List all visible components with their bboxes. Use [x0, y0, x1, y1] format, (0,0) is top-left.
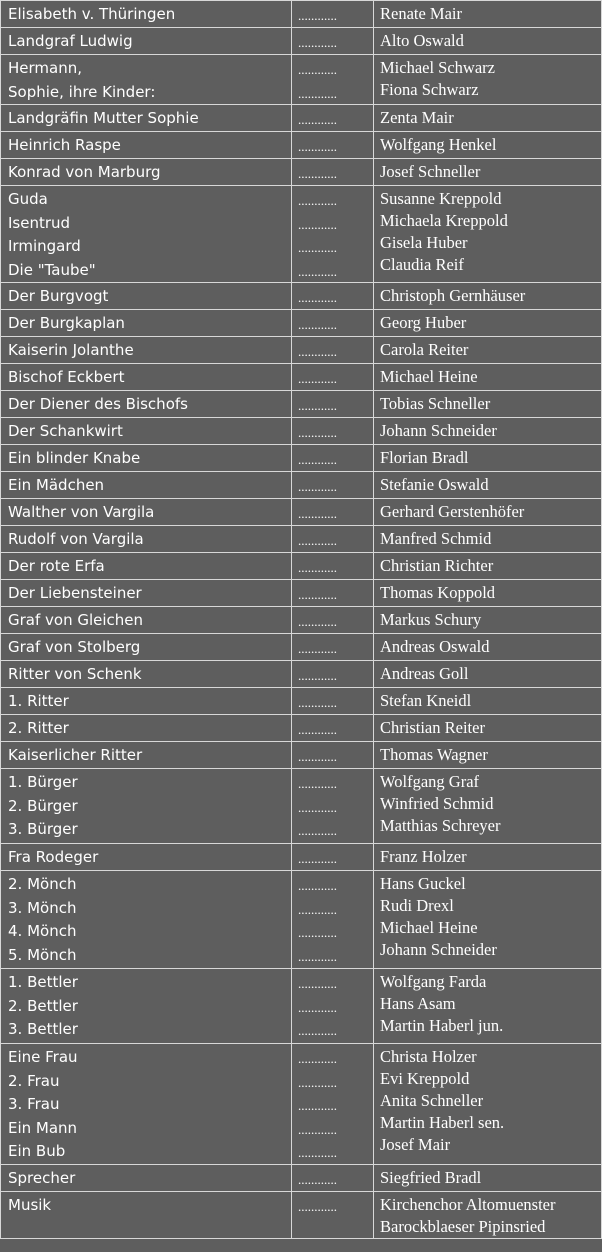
role-name: Walther von Vargila	[8, 503, 155, 521]
role-name: Ein Bub	[8, 1142, 66, 1160]
cast-row	[1, 871, 602, 969]
role-cell	[1, 1165, 292, 1192]
dot-leader: ............	[298, 948, 337, 964]
role-name: 3. Mönch	[8, 898, 77, 917]
actor-cell	[374, 580, 602, 607]
role-name: 2. Mönch	[8, 875, 77, 893]
role-name: Bischof Eckbert	[8, 368, 125, 386]
dot-leader: ............	[298, 722, 337, 737]
actor-name: Josef Mair	[380, 1135, 451, 1154]
role-name: 5. Mönch	[8, 945, 77, 964]
dots-cell	[292, 337, 374, 364]
actor-name: Wolfgang Henkel	[380, 135, 497, 154]
role-name: Fra Rodeger	[8, 848, 99, 866]
dots-cell	[292, 159, 374, 186]
dot-leader: ............	[298, 878, 337, 893]
role-name: Die "Taube"	[8, 260, 96, 279]
cast-row	[1, 1192, 602, 1239]
dot-leader: ............	[298, 1023, 337, 1038]
actor-cell	[374, 499, 602, 526]
dots-cell	[292, 1165, 374, 1192]
dot-leader: ............	[298, 240, 337, 255]
role-name: 1. Ritter	[8, 692, 69, 710]
dot-leader: ............	[298, 290, 337, 305]
actor-cell	[374, 742, 602, 769]
dots-cell	[292, 769, 374, 844]
dots-cell	[292, 607, 374, 634]
dot-leader: ............	[298, 344, 337, 359]
cast-row	[1, 55, 602, 105]
role-cell	[1, 337, 292, 364]
role-name: Der rote Erfa	[8, 557, 105, 575]
dots-cell	[292, 499, 374, 526]
cast-row	[1, 607, 602, 634]
dots-cell	[292, 715, 374, 742]
actor-cell	[374, 159, 602, 186]
actor-cell	[374, 715, 602, 742]
cast-table-body	[1, 1, 602, 1239]
actor-name: Wolfgang Graf	[380, 772, 480, 791]
role-cell	[1, 969, 292, 1044]
actor-name: Claudia Reif	[380, 255, 464, 274]
role-cell	[1, 742, 292, 769]
role-name: 3. Frau	[8, 1095, 60, 1113]
cast-row	[1, 445, 602, 472]
role-name: Eine Frau	[8, 1048, 78, 1066]
role-cell	[1, 159, 292, 186]
actor-cell	[374, 1044, 602, 1165]
actor-name: Manfred Schmid	[380, 529, 492, 548]
actor-name: Winfried Schmid	[380, 794, 494, 813]
role-cell	[1, 105, 292, 132]
role-name: Der Burgvogt	[8, 287, 109, 305]
actor-cell	[374, 769, 602, 844]
cast-row	[1, 283, 602, 310]
role-name: Der Schankwirt	[8, 422, 123, 440]
dots-cell	[292, 1, 374, 28]
actor-name: Christian Reiter	[380, 718, 485, 737]
role-name: Elisabeth v. Thüringen	[8, 5, 176, 23]
actor-name: Michael Heine	[380, 367, 478, 386]
actor-name: Andreas Goll	[380, 664, 469, 683]
role-cell	[1, 418, 292, 445]
dots-cell	[292, 634, 374, 661]
role-cell	[1, 1044, 292, 1165]
dot-leader: ............	[298, 641, 337, 656]
cast-row	[1, 132, 602, 159]
actor-name: Kirchenchor Altomuenster	[380, 1195, 556, 1214]
actor-name: Franz Holzer	[380, 847, 467, 866]
actor-name: Gerhard Gerstenhöfer	[380, 502, 525, 521]
actor-name: Christa Holzer	[380, 1047, 477, 1066]
actor-cell	[374, 553, 602, 580]
cast-row	[1, 28, 602, 55]
dots-cell	[292, 688, 374, 715]
cast-row	[1, 742, 602, 769]
dots-cell	[292, 418, 374, 445]
role-name: 1. Bettler	[8, 973, 78, 991]
role-name: Sprecher	[8, 1169, 76, 1187]
dots-cell	[292, 186, 374, 283]
actor-cell	[374, 526, 602, 553]
role-cell	[1, 1192, 292, 1239]
actor-cell	[374, 445, 602, 472]
dots-cell	[292, 445, 374, 472]
role-name: Landgraf Ludwig	[8, 32, 133, 50]
actor-cell	[374, 1, 602, 28]
actor-name: Tobias Schneller	[380, 394, 491, 413]
dot-leader: ............	[298, 479, 337, 494]
actor-cell	[374, 1192, 602, 1239]
role-name: Konrad von Marburg	[8, 163, 161, 181]
dot-leader: ............	[298, 166, 337, 181]
role-name: 2. Bürger	[8, 796, 78, 815]
actor-cell	[374, 391, 602, 418]
role-cell	[1, 634, 292, 661]
dots-cell	[292, 391, 374, 418]
dots-cell	[292, 472, 374, 499]
dot-leader: ............	[298, 587, 337, 602]
actor-cell	[374, 472, 602, 499]
actor-cell	[374, 337, 602, 364]
cast-row	[1, 159, 602, 186]
role-name: Ein blinder Knabe	[8, 449, 141, 467]
role-name: Ein Mann	[8, 1118, 78, 1137]
role-cell	[1, 132, 292, 159]
cast-row	[1, 688, 602, 715]
actor-cell	[374, 871, 602, 969]
role-cell	[1, 871, 292, 969]
actor-name: Georg Huber	[380, 313, 467, 332]
role-cell	[1, 499, 292, 526]
cast-row	[1, 186, 602, 283]
role-name: Isentrud	[8, 213, 71, 232]
actor-name: Markus Schury	[380, 610, 482, 629]
cast-row	[1, 553, 602, 580]
dot-leader: ............	[298, 1172, 337, 1187]
dots-cell	[292, 1044, 374, 1165]
actor-name: Christian Richter	[380, 556, 494, 575]
dot-leader: ............	[298, 506, 337, 521]
actor-cell	[374, 1165, 602, 1192]
cast-row	[1, 769, 602, 844]
cast-row	[1, 1, 602, 28]
role-name: 3. Bettler	[8, 1020, 78, 1038]
dots-cell	[292, 969, 374, 1044]
dot-leader: ............	[298, 452, 337, 467]
dot-leader: ............	[298, 398, 337, 413]
role-name: Irmingard	[8, 237, 81, 255]
dot-leader: ............	[298, 999, 337, 1015]
dot-leader: ............	[298, 533, 337, 548]
cast-row	[1, 105, 602, 132]
actor-name: Fiona Schwarz	[380, 80, 479, 99]
dots-cell	[292, 132, 374, 159]
actor-cell	[374, 634, 602, 661]
cast-row	[1, 364, 602, 391]
actor-cell	[374, 969, 602, 1044]
dots-cell	[292, 105, 374, 132]
actor-name: Martin Haberl sen.	[380, 1113, 505, 1132]
role-name: Landgräfin Mutter Sophie	[8, 109, 199, 127]
role-name: Sophie, ihre Kinder:	[8, 82, 156, 101]
dots-cell	[292, 364, 374, 391]
actor-name: Anita Schneller	[380, 1091, 484, 1110]
role-cell	[1, 310, 292, 337]
role-name: Hermann,	[8, 59, 82, 77]
role-name: 2. Frau	[8, 1071, 60, 1090]
role-cell	[1, 607, 292, 634]
role-cell	[1, 688, 292, 715]
dot-leader: ............	[298, 371, 337, 386]
dot-leader: ............	[298, 776, 337, 791]
cast-row	[1, 337, 602, 364]
dot-leader: ............	[298, 85, 337, 101]
actor-name: Johann Schneider	[380, 940, 497, 959]
actor-cell	[374, 28, 602, 55]
role-name: Der Liebensteiner	[8, 584, 142, 602]
actor-name: Martin Haberl jun.	[380, 1016, 504, 1035]
dot-leader: ............	[298, 216, 337, 232]
actor-cell	[374, 661, 602, 688]
dots-cell	[292, 742, 374, 769]
role-name: Ritter von Schenk	[8, 665, 142, 683]
role-name: Kaiserin Jolanthe	[8, 341, 134, 359]
dot-leader: ............	[298, 749, 337, 764]
cast-row	[1, 1044, 602, 1165]
actor-name: Renate Mair	[380, 4, 463, 23]
cast-row	[1, 499, 602, 526]
actor-name: Alto Oswald	[380, 31, 464, 50]
cast-row	[1, 526, 602, 553]
dots-cell	[292, 1192, 374, 1239]
actor-name: Florian Bradl	[380, 448, 469, 467]
actor-cell	[374, 283, 602, 310]
actor-name: Thomas Koppold	[380, 583, 496, 602]
cast-row	[1, 969, 602, 1044]
role-name: 1. Bürger	[8, 773, 78, 791]
dot-leader: ............	[298, 560, 337, 575]
dot-leader: ............	[298, 668, 337, 683]
actor-name: Stefan Kneidl	[380, 691, 472, 710]
actor-name: Michaela Kreppold	[380, 211, 508, 230]
actor-cell	[374, 688, 602, 715]
dot-leader: ............	[298, 901, 337, 917]
actor-name: Wolfgang Farda	[380, 972, 487, 991]
actor-name: Michael Schwarz	[380, 58, 495, 77]
dot-leader: ............	[298, 1051, 337, 1066]
dots-cell	[292, 283, 374, 310]
cast-row	[1, 310, 602, 337]
role-name: 2. Bettler	[8, 996, 78, 1015]
dot-leader: ............	[298, 8, 337, 23]
actor-cell	[374, 105, 602, 132]
dot-leader: ............	[298, 823, 337, 838]
dot-leader: ............	[298, 1074, 337, 1090]
role-name: Ein Mädchen	[8, 476, 105, 494]
cast-row	[1, 661, 602, 688]
actor-name: Susanne Kreppold	[380, 189, 502, 208]
dots-cell	[292, 553, 374, 580]
cast-row	[1, 472, 602, 499]
cast-row	[1, 391, 602, 418]
actor-name: Johann Schneider	[380, 421, 497, 440]
actor-name: Carola Reiter	[380, 340, 469, 359]
role-name: Der Burgkaplan	[8, 314, 125, 332]
dot-leader: ............	[298, 799, 337, 815]
actor-name: Andreas Oswald	[380, 637, 490, 656]
actor-cell	[374, 607, 602, 634]
dots-cell	[292, 310, 374, 337]
actor-name: Josef Schneller	[380, 162, 481, 181]
actor-name: Zenta Mair	[380, 108, 454, 127]
role-name: Guda	[8, 190, 48, 208]
role-cell	[1, 1, 292, 28]
dots-cell	[292, 871, 374, 969]
cast-row	[1, 844, 602, 871]
dots-cell	[292, 28, 374, 55]
actor-name: Gisela Huber	[380, 233, 468, 252]
role-name: Heinrich Raspe	[8, 136, 121, 154]
actor-name: Rudi Drexl	[380, 896, 454, 915]
role-cell	[1, 661, 292, 688]
dot-leader: ............	[298, 35, 337, 50]
actor-name: Thomas Wagner	[380, 745, 488, 764]
actor-name: Michael Heine	[380, 918, 478, 937]
cast-row	[1, 634, 602, 661]
dot-leader: ............	[298, 425, 337, 440]
role-cell	[1, 55, 292, 105]
role-cell	[1, 580, 292, 607]
role-name: Der Diener des Bischofs	[8, 395, 188, 413]
role-name: Graf von Gleichen	[8, 611, 144, 629]
actor-name: Evi Kreppold	[380, 1069, 470, 1088]
dot-leader: ............	[298, 263, 337, 279]
dot-leader: ............	[298, 1121, 337, 1137]
role-cell	[1, 715, 292, 742]
role-name: Rudolf von Vargila	[8, 530, 144, 548]
cast-row	[1, 1165, 602, 1192]
dot-leader: ............	[298, 112, 337, 127]
dot-leader: ............	[298, 976, 337, 991]
role-cell	[1, 391, 292, 418]
role-name: Kaiserlicher Ritter	[8, 746, 143, 764]
dots-cell	[292, 526, 374, 553]
role-cell	[1, 472, 292, 499]
role-name: Musik	[8, 1196, 52, 1214]
actor-name: Hans Guckel	[380, 874, 466, 893]
dot-leader: ............	[298, 695, 337, 710]
role-cell	[1, 526, 292, 553]
actor-cell	[374, 132, 602, 159]
role-cell	[1, 844, 292, 871]
role-cell	[1, 445, 292, 472]
actor-cell	[374, 310, 602, 337]
role-cell	[1, 769, 292, 844]
role-cell	[1, 364, 292, 391]
actor-name: Matthias Schreyer	[380, 816, 501, 835]
actor-cell	[374, 364, 602, 391]
dots-cell	[292, 661, 374, 688]
dot-leader: ............	[298, 317, 337, 332]
dot-leader: ............	[298, 1199, 337, 1214]
dot-leader: ............	[298, 614, 337, 629]
role-name: 2. Ritter	[8, 719, 69, 737]
role-name: 4. Mönch	[8, 922, 77, 940]
dot-leader: ............	[298, 1098, 337, 1113]
cast-row	[1, 418, 602, 445]
actor-cell	[374, 186, 602, 283]
dot-leader: ............	[298, 1145, 337, 1160]
role-cell	[1, 186, 292, 283]
role-name: 3. Bürger	[8, 820, 78, 838]
cast-row	[1, 580, 602, 607]
cast-row	[1, 715, 602, 742]
dot-leader: ............	[298, 62, 337, 77]
dot-leader: ............	[298, 851, 337, 866]
actor-name: Barockblaeser Pipinsried	[380, 1217, 546, 1236]
dots-cell	[292, 55, 374, 105]
role-cell	[1, 553, 292, 580]
actor-cell	[374, 418, 602, 445]
role-cell	[1, 283, 292, 310]
role-cell	[1, 28, 292, 55]
dot-leader: ............	[298, 139, 337, 154]
dot-leader: ............	[298, 193, 337, 208]
dots-cell	[292, 580, 374, 607]
actor-name: Stefanie Oswald	[380, 475, 489, 494]
dot-leader: ............	[298, 925, 337, 940]
dots-cell	[292, 844, 374, 871]
actor-name: Christoph Gernhäuser	[380, 286, 526, 305]
actor-cell	[374, 844, 602, 871]
role-name: Graf von Stolberg	[8, 638, 141, 656]
actor-name: Hans Asam	[380, 994, 456, 1013]
actor-name: Siegfried Bradl	[380, 1168, 482, 1187]
actor-cell	[374, 55, 602, 105]
